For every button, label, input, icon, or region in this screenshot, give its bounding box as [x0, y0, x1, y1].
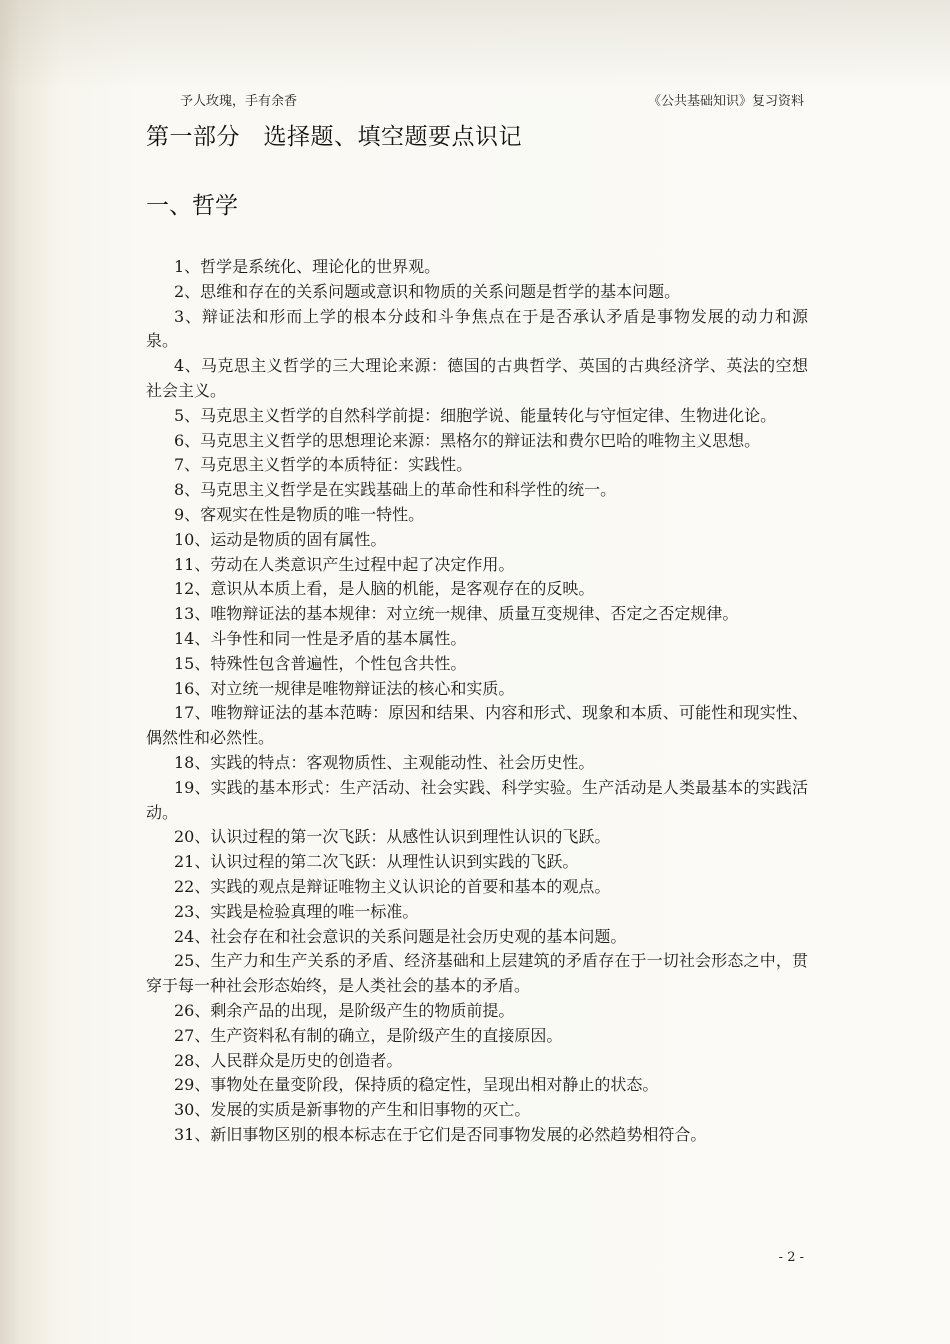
list-item: 8、马克思主义哲学是在实践基础上的革命性和科学性的统一。 [174, 480, 617, 500]
section-title: 一、哲学 [146, 193, 238, 219]
list-item: 20、认识过程的第一次飞跃：从感性认识到理性认识的飞跃。 [174, 827, 611, 847]
list-item: 9、客观实在性是物质的唯一特性。 [174, 504, 425, 524]
point-list [146, 255, 808, 1148]
list-item: 7、马克思主义哲学的本质特征：实践性。 [174, 455, 473, 475]
list-item: 17、唯物辩证法的基本范畴：原因和结果、内容和形式、现象和本质、可能性和现实性、偶然性和必然性。 [146, 703, 808, 748]
part-title: 第一部分 选择题、填空题要点识记 [146, 124, 522, 150]
list-item: 25、生产力和生产关系的矛盾、经济基础和上层建筑的矛盾存在于一切社会形态之中，贯穿于每一种社会形态始终，是人类社会的基本的矛盾。 [146, 951, 808, 996]
list-item: 13、唯物辩证法的基本规律：对立统一规律、质量互变规律、否定之否定规律。 [174, 604, 739, 624]
list-item: 24、社会存在和社会意识的关系问题是社会历史观的基本问题。 [174, 926, 627, 946]
list-item: 11、劳动在人类意识产生过程中起了决定作用。 [174, 554, 515, 574]
list-item: 31、新旧事物区别的根本标志在于它们是否同事物发展的必然趋势相符合。 [174, 1124, 707, 1144]
header-doc-title: 《公共基础知识》复习资料 [647, 94, 804, 109]
list-item: 4、马克思主义哲学的三大理论来源：德国的古典哲学、英国的古典经济学、英法的空想社会主义。 [146, 356, 808, 400]
list-item: 29、事物处在量变阶段，保持质的稳定性，呈现出相对静止的状态。 [174, 1075, 659, 1095]
list-item: 30、发展的实质是新事物的产生和旧事物的灭亡。 [174, 1100, 531, 1120]
page-number: - 2 - [778, 1250, 804, 1265]
list-item: 12、意识从本质上看，是人脑的机能，是客观存在的反映。 [174, 579, 595, 599]
list-item: 3、辩证法和形而上学的根本分歧和斗争焦点在于是否承认矛盾是事物发展的动力和源泉。 [146, 306, 808, 351]
list-item: 14、斗争性和同一性是矛盾的基本属性。 [174, 628, 467, 648]
header-motto: 予人玫瑰，手有余香 [180, 94, 298, 109]
list-item: 22、实践的观点是辩证唯物主义认识论的首要和基本的观点。 [174, 876, 611, 896]
list-item: 16、对立统一规律是唯物辩证法的核心和实质。 [174, 678, 515, 698]
list-item: 21、认识过程的第二次飞跃：从理性认识到实践的飞跃。 [174, 852, 579, 872]
list-item: 18、实践的特点：客观物质性、主观能动性、社会历史性。 [174, 752, 595, 772]
page-header [180, 90, 804, 112]
list-item: 19、实践的基本形式：生产活动、社会实践、科学实验。生产活动是人类最基本的实践活动。 [146, 777, 808, 822]
list-item: 27、生产资料私有制的确立，是阶级产生的直接原因。 [174, 1025, 563, 1045]
list-item: 2、思维和存在的关系问题或意识和物质的关系问题是哲学的基本问题。 [174, 281, 681, 301]
list-item: 23、实践是检验真理的唯一标准。 [174, 901, 419, 921]
list-item: 5、马克思主义哲学的自然科学前提：细胞学说、能量转化与守恒定律、生物进化论。 [174, 405, 777, 425]
list-item: 28、人民群众是历史的创造者。 [174, 1050, 403, 1070]
list-item: 6、马克思主义哲学的思想理论来源：黑格尔的辩证法和费尔巴哈的唯物主义思想。 [174, 430, 761, 450]
list-item: 10、运动是物质的固有属性。 [174, 529, 387, 549]
list-item: 15、特殊性包含普遍性，个性包含共性。 [174, 653, 467, 673]
list-item: 1、哲学是系统化、理论化的世界观。 [174, 257, 441, 276]
list-item: 26、剩余产品的出现，是阶级产生的物质前提。 [174, 1000, 515, 1020]
